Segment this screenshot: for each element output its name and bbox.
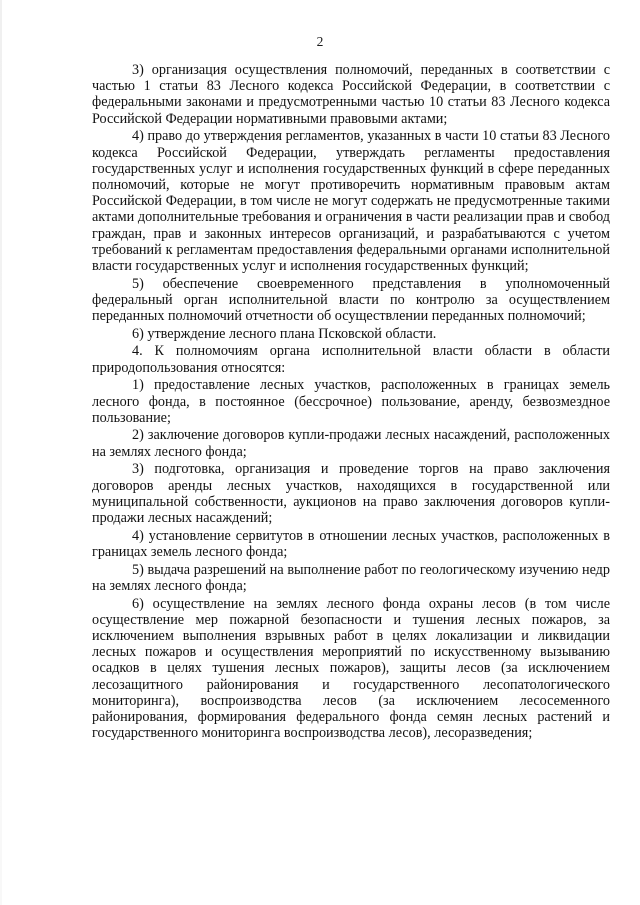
paragraph-subitem-2: 2) заключение договоров купли-продажи лесных насаждений, расположенных на землях лесного фонда; <box>92 427 610 460</box>
paragraph-subitem-5: 5) выдача разрешений на выполнение работ по геологическому изучению недр на землях лесного фонда; <box>92 561 610 594</box>
paragraph-item-4: 4) право до утверждения регламентов, указанных в части 10 статьи 83 Лесного кодекса Российской Федерации, утверждать регламенты предоставления государственных услуг и исполнения государственных функций в сфере переданных полномочий, которые не могут противоречить нормативным правовым актам Российской Федерации, в том числе не могут содержать не предусмотренные такими актами дополнительные требования и ограничения в части реализации прав и свобод граждан, прав и законных интересов организаций, и разрабатываются с учетом требований к регламентам предоставления федеральными органами исполнительной власти государственных услуг и исполнения государственных функций; <box>92 128 610 274</box>
paragraph-item-6: 6) утверждение лесного плана Псковской области. <box>132 325 437 342</box>
paragraph-item-5: 5) обеспечение своевременного представления в уполномоченный федеральный орган исполнительной власти по контролю за осуществлением переданных полномочий отчетности об осуществлении переданных полномочий; <box>92 275 610 325</box>
paragraph-subitem-6: 6) осуществление на землях лесного фонда охраны лесов (в том числе осуществление мер пожарной безопасности и тушения лесных пожаров, за исключением выполнения взрывных работ в целях локализации и ликвидации лесных пожаров и осуществления мероприятий по искусственному вызыванию осадков в целях тушения лесных пожаров), защиты лесов (за исключением лесозащитного районирования и государственного лесопатологического мониторинга), воспроизводства лесов (за исключением лесосеменного районирования, формирования федерального фонда семян лесных растений и государственного мониторинга воспроизводства лесов), лесоразведения; <box>92 595 610 742</box>
paragraph-item-3: 3) организация осуществления полномочий, переданных в соответствии с частью 1 статьи 83 Лесного кодекса Российской Федерации, в соответствии с федеральными законами и предусмотренными частью 10 статьи 83 Лесного кодекса Российской Федерации нормативными правовыми актами; <box>92 62 610 127</box>
scan-edge <box>0 0 2 905</box>
paragraph-subitem-3: 3) подготовка, организация и проведение торгов на право заключения договоров аренды лесных участков, находящихся в государственной или муниципальной собственности, аукционов на право заключения договоров купли-продажи лесных насаждений; <box>92 461 610 526</box>
document-body <box>92 62 610 743</box>
paragraph-section-4: 4. К полномочиям органа исполнительной власти области в области природопользования относятся: <box>92 343 610 376</box>
page-number: 2 <box>316 34 324 49</box>
paragraph-subitem-1: 1) предоставление лесных участков, расположенных в границах земель лесного фонда, в постоянное (бессрочное) пользование, аренду, безвозмездное пользование; <box>92 377 610 426</box>
paragraph-subitem-4: 4) установление сервитутов в отношении лесных участков, расположенных в границах земель лесного фонда; <box>92 527 610 560</box>
